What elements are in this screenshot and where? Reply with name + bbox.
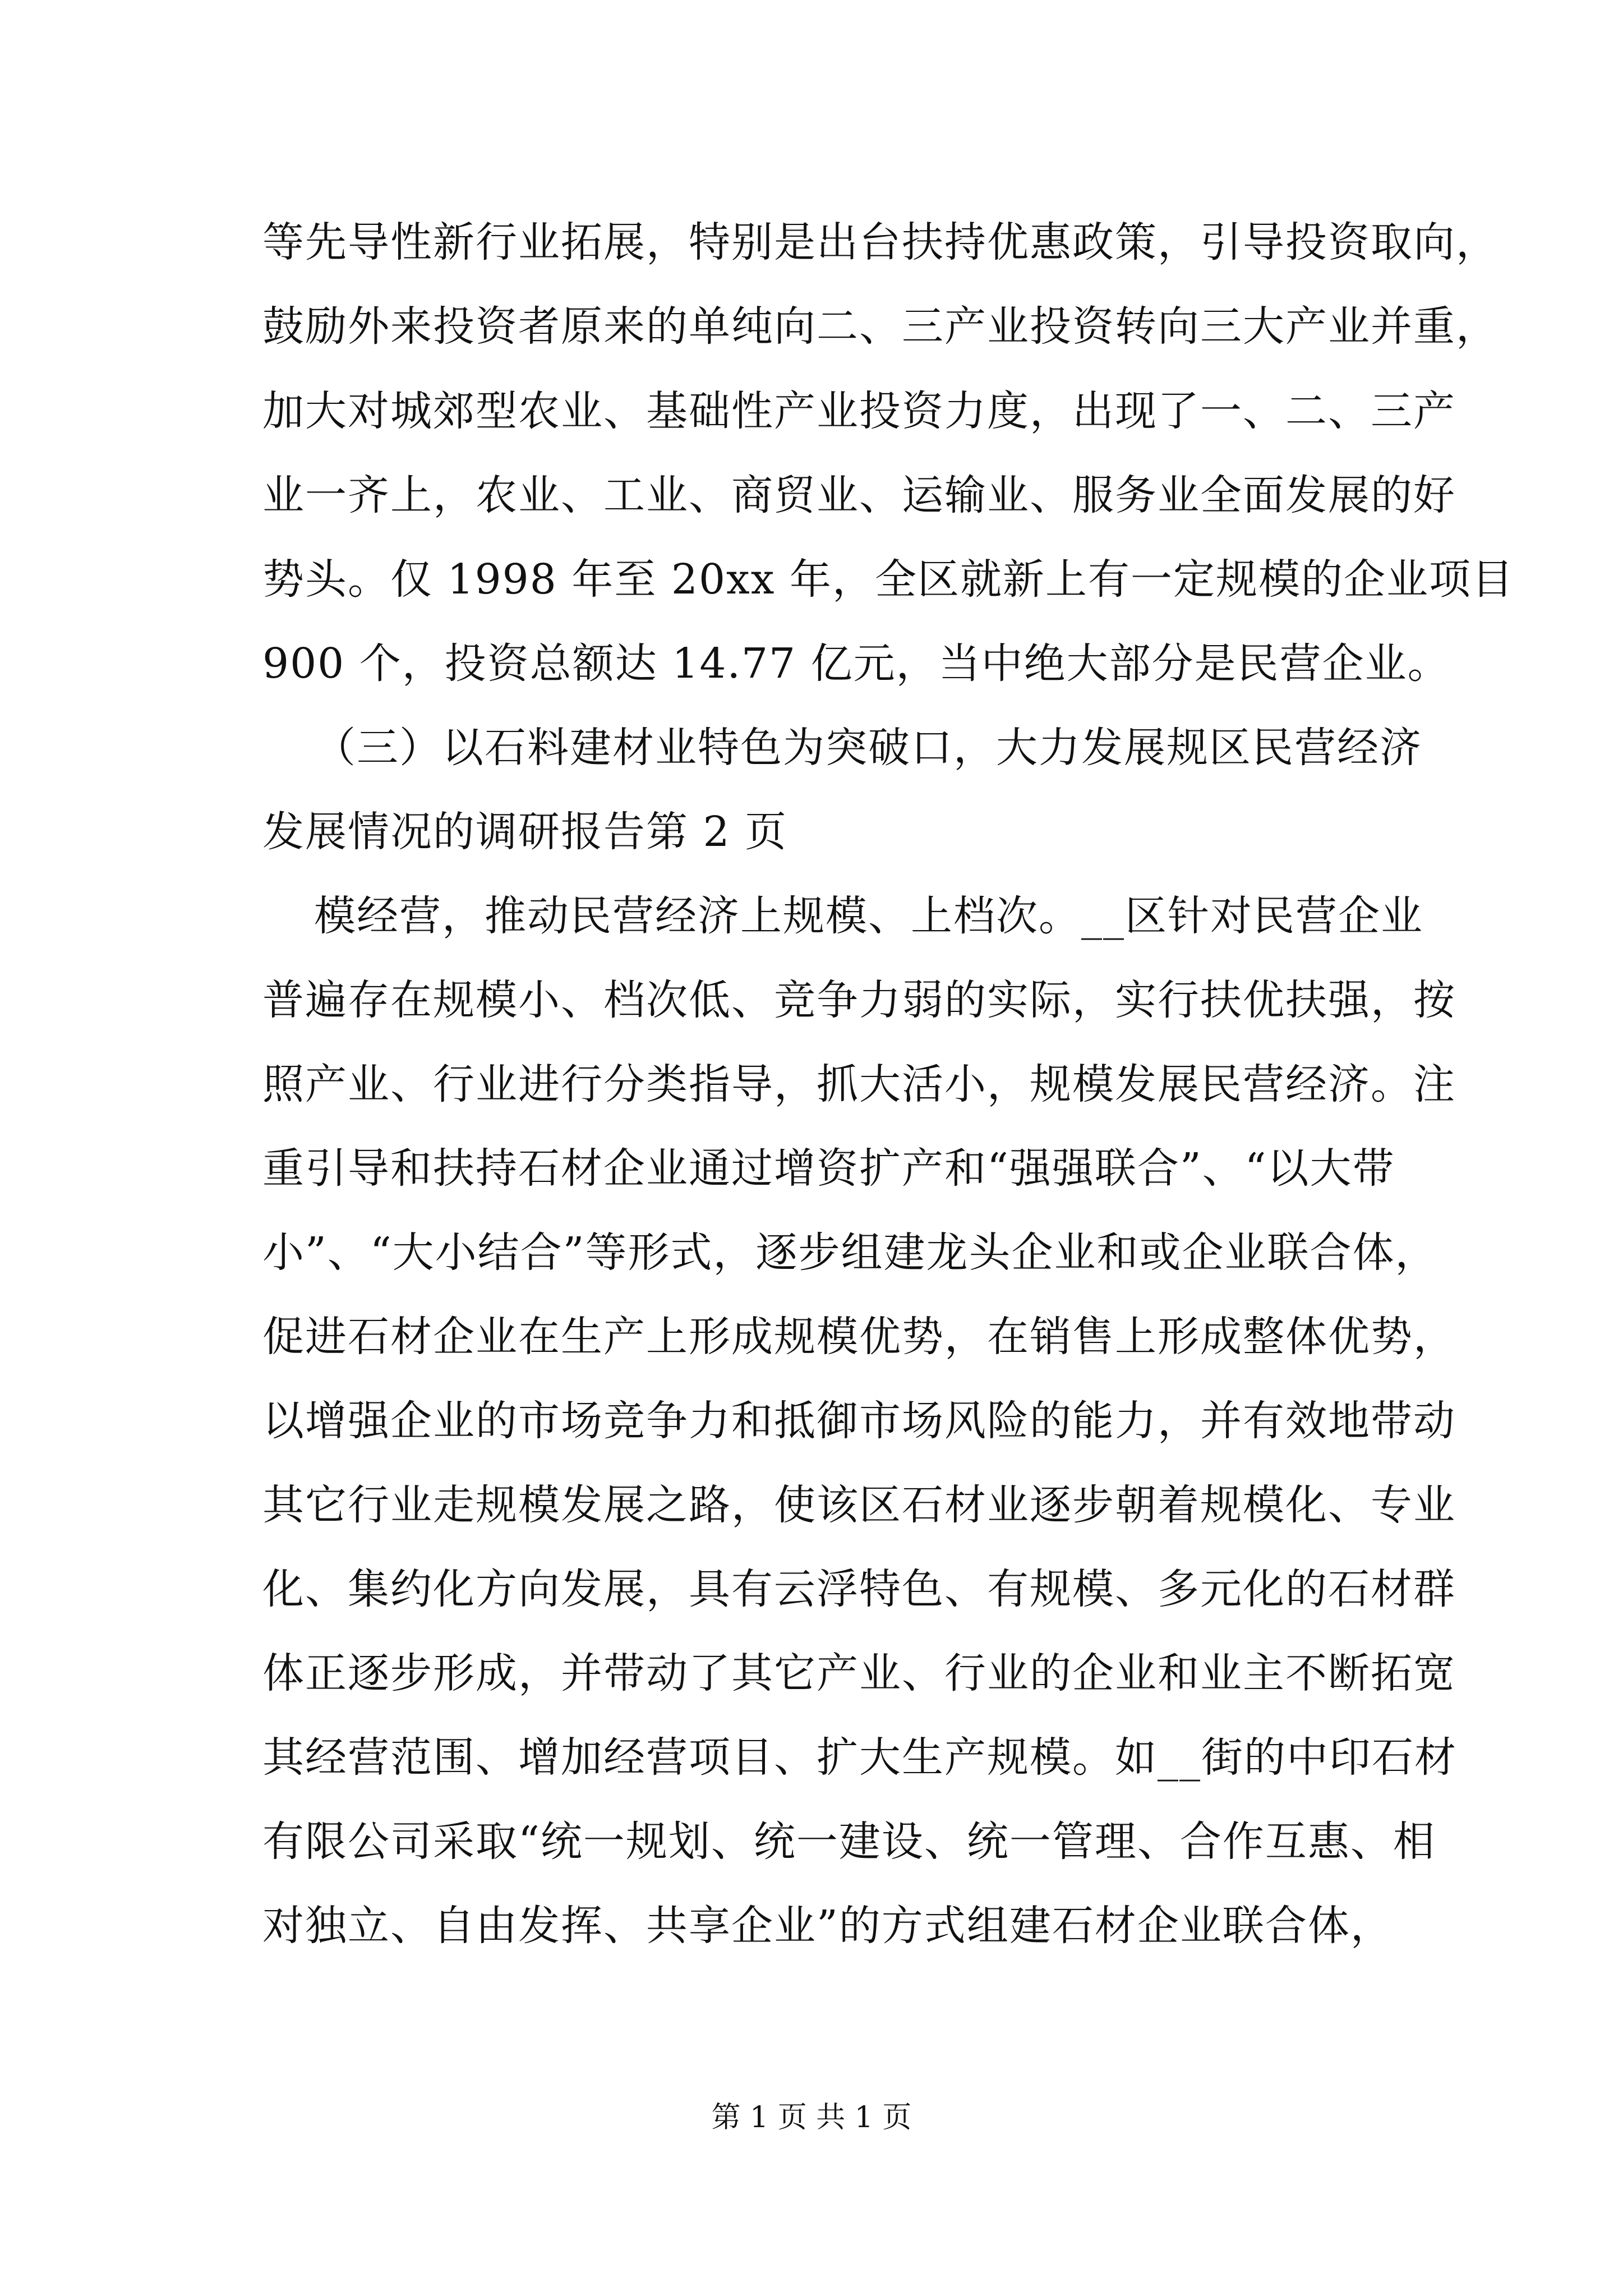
body-text-line: 加大对城郊型农业、基础性产业投资力度，出现了一、二、三产	[262, 387, 1456, 435]
page-footer: 第 1 页 共 1 页	[711, 2101, 912, 2134]
body-text-line: 其经营范围、增加经营项目、扩大生产规模。如__街的中印石材	[262, 1733, 1457, 1782]
body-text-line: 势头。仅 1998 年至 20xx 年，全区就新上有一定规模的企业项目	[262, 555, 1515, 604]
body-text-line: 以增强企业的市场竞争力和抵御市场风险的能力，并有效地带动	[262, 1397, 1456, 1445]
body-text-line: 900 个，投资总额达 14.77 亿元，当中绝大部分是民营企业。	[262, 639, 1450, 688]
body-text-line: 其它行业走规模发展之路，使该区石材业逐步朝着规模化、专业	[262, 1481, 1456, 1529]
body-text-line: 模经营，推动民营经济上规模、上档次。__区针对民营企业	[314, 892, 1423, 940]
body-text-line: 小”、“大小结合”等形式，逐步组建龙头企业和或企业联合体，	[262, 1228, 1438, 1277]
body-text-line: 业一齐上，农业、工业、商贸业、运输业、服务业全面发展的好	[262, 471, 1456, 519]
body-text-line: 鼓励外来投资者原来的单纯向二、三产业投资转向三大产业并重，	[262, 302, 1498, 351]
body-text-line: 普遍存在规模小、档次低、竞争力弱的实际，实行扶优扶强，按	[262, 976, 1456, 1024]
body-text-line: 重引导和扶持石材企业通过增资扩产和“强强联合”、“以大带	[262, 1144, 1395, 1193]
body-text-line: 等先导性新行业拓展，特别是出台扶持优惠政策，引导投资取向，	[262, 218, 1498, 266]
body-text-line: 照产业、行业进行分类指导，抓大活小，规模发展民营经济。注	[262, 1060, 1456, 1108]
body-text-line: 体正逐步形成，并带动了其它产业、行业的企业和业主不断拓宽	[262, 1649, 1456, 1697]
section-heading: （三）以石料建材业特色为突破口，大力发展规区民营经济	[314, 724, 1422, 772]
section-heading-continuation: 发展情况的调研报告第 2 页	[262, 808, 788, 856]
body-text-line: 促进石材企业在生产上形成规模优势，在销售上形成整体优势，	[262, 1313, 1456, 1361]
body-text-line: 对独立、自由发挥、共享企业”的方式组建石材企业联合体，	[262, 1902, 1393, 1950]
body-text-line: 有限公司采取“统一规划、统一建设、统一管理、合作互惠、相	[262, 1818, 1436, 1866]
body-text-line: 化、集约化方向发展，具有云浮特色、有规模、多元化的石材群	[262, 1565, 1456, 1613]
